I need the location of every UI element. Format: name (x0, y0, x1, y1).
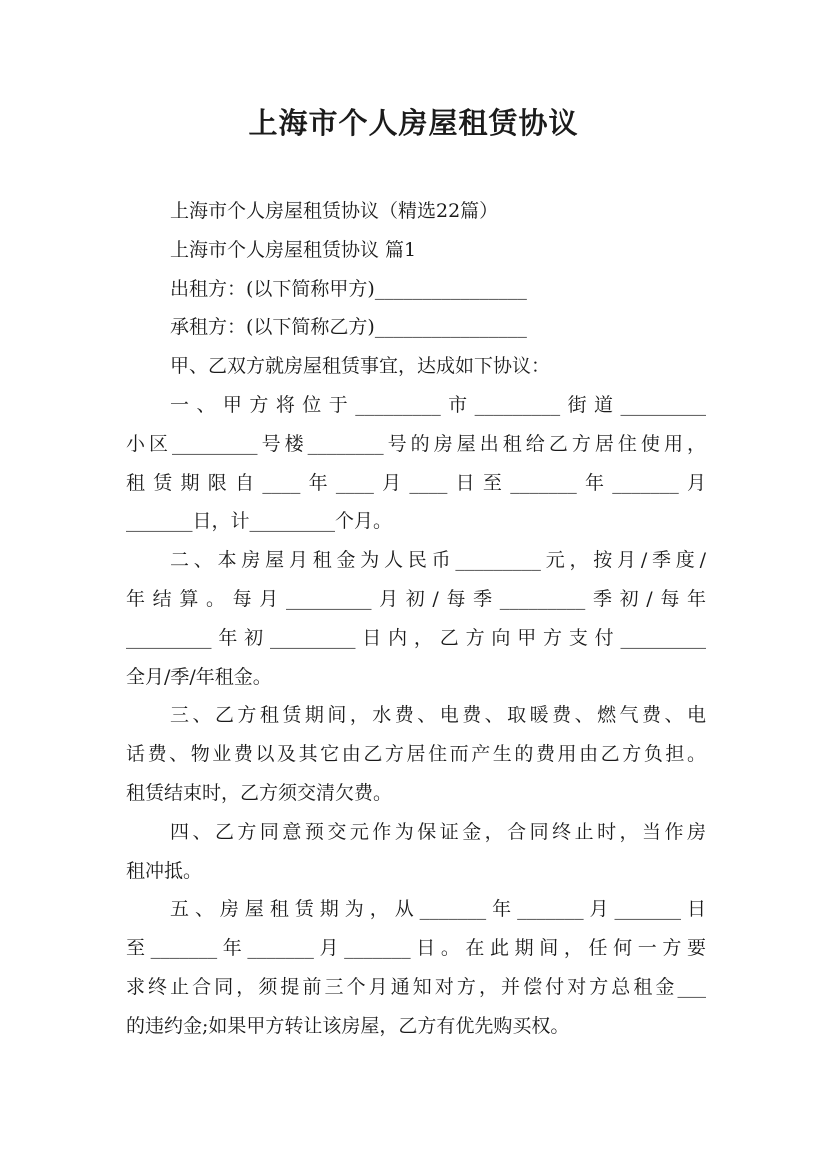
clause-2-line-1: 二、本房屋月租金为人民币_________元，按月/季度/ (170, 549, 706, 572)
clause-2-line-3: _________年初_________日内，乙方向甲方支付_________ (126, 626, 706, 649)
clause-3-line-3: 租赁结束时，乙方须交清欠费。 (126, 781, 393, 804)
section-heading: 上海市个人房屋租赁协议 篇1 (170, 238, 417, 261)
clause-3-line-1: 三、乙方租赁期间，水费、电费、取暖费、燃气费、电 (170, 704, 706, 727)
clause-1-line-3: 租赁期限自____年____月____日至_______年_______月 (126, 471, 706, 494)
clause-5-line-2: 至_______年_______月_______日。在此期间，任何一方要 (126, 937, 706, 960)
clause-1-line-1: 一、甲方将位于_________市_________街道_________ (170, 393, 706, 416)
clause-5-line-3: 求终止合同，须提前三个月通知对方，并偿付对方总租金___ (126, 975, 706, 998)
document-title: 上海市个人房屋租赁协议 (248, 106, 579, 140)
clause-2-line-2: 年结算。每月_________月初/每季_________季初/每年 (126, 587, 706, 610)
clause-1-line-2: 小区_________号楼________号的房屋出租给乙方居住使用， (126, 432, 706, 455)
clause-4-line-2: 租冲抵。 (126, 859, 203, 882)
clause-5-line-4: 的违约金;如果甲方转让该房屋，乙方有优先购买权。 (126, 1014, 570, 1037)
lessee-line: 承租方：(以下简称乙方)________________ (170, 316, 527, 339)
clause-3-line-2: 话费、物业费以及其它由乙方居住而产生的费用由乙方负担。 (126, 743, 706, 766)
subtitle-line: 上海市个人房屋租赁协议（精选22篇） (170, 200, 499, 222)
clause-2-line-4: 全月/季/年租金。 (126, 665, 272, 688)
document-body (126, 192, 706, 1046)
agreement-intro: 甲、乙双方就房屋租赁事宜，达成如下协议： (170, 355, 551, 378)
clause-1-line-4: _______日，计_________个月。 (126, 510, 393, 533)
clause-5-line-1: 五、房屋租赁期为，从_______年_______月_______日 (170, 898, 706, 921)
lessor-line: 出租方：(以下简称甲方)________________ (170, 277, 527, 300)
clause-4-line-1: 四、乙方同意预交元作为保证金，合同终止时，当作房 (170, 820, 706, 843)
